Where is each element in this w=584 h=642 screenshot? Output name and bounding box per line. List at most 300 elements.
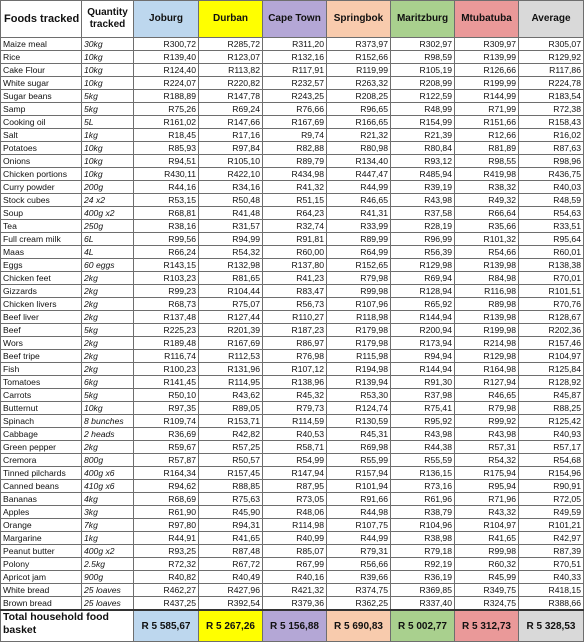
price-cell: R104,97 [455, 519, 519, 532]
food-name-cell: Apples [1, 506, 82, 519]
price-cell: R199,99 [455, 77, 519, 90]
price-cell: R71,96 [455, 493, 519, 506]
price-cell: R144,99 [455, 90, 519, 103]
table-row [1, 506, 584, 519]
price-cell: R139,99 [455, 51, 519, 64]
quantity-cell: 1kg [82, 532, 134, 545]
food-name-cell: Green pepper [1, 441, 82, 454]
table-row [1, 532, 584, 545]
food-name-cell: Onions [1, 155, 82, 168]
price-cell: R39,19 [391, 181, 455, 194]
food-name-cell: Rice [1, 51, 82, 64]
price-cell: R116,98 [455, 285, 519, 298]
price-cell: R45,90 [199, 506, 263, 519]
price-cell: R73,05 [263, 493, 327, 506]
price-cell: R58,71 [263, 441, 327, 454]
price-cell: R183,54 [519, 90, 584, 103]
price-cell: R434,98 [263, 168, 327, 181]
table-row [1, 246, 584, 259]
table-row [1, 220, 584, 233]
food-name-cell: Margarine [1, 532, 82, 545]
price-cell: R101,32 [455, 233, 519, 246]
price-cell: R87,48 [199, 545, 263, 558]
price-cell: R179,98 [327, 337, 391, 350]
price-cell: R9,74 [263, 129, 327, 142]
price-cell: R136,15 [391, 467, 455, 480]
price-cell: R43,98 [391, 194, 455, 207]
price-cell: R137,48 [134, 311, 199, 324]
price-cell: R208,25 [327, 90, 391, 103]
price-cell: R43,98 [455, 428, 519, 441]
price-cell: R35,66 [455, 220, 519, 233]
table-body [1, 38, 584, 611]
price-cell: R123,07 [199, 51, 263, 64]
price-cell: R115,98 [327, 350, 391, 363]
table-row [1, 285, 584, 298]
price-cell: R71,99 [455, 103, 519, 116]
price-cell: R134,40 [327, 155, 391, 168]
price-cell: R33,99 [327, 220, 391, 233]
price-cell: R81,65 [199, 272, 263, 285]
price-cell: R87,95 [263, 480, 327, 493]
price-cell: R263,32 [327, 77, 391, 90]
price-cell: R40,82 [134, 571, 199, 584]
price-cell: R68,69 [134, 493, 199, 506]
price-cell: R44,99 [327, 181, 391, 194]
quantity-cell: 2kg [82, 363, 134, 376]
price-cell: R419,98 [455, 168, 519, 181]
price-cell: R59,67 [134, 441, 199, 454]
price-cell: R61,90 [134, 506, 199, 519]
price-cell: R373,97 [327, 38, 391, 51]
price-cell: R117,91 [263, 64, 327, 77]
price-cell: R152,65 [327, 259, 391, 272]
price-cell: R114,59 [263, 415, 327, 428]
price-cell: R72,38 [519, 103, 584, 116]
price-cell: R65,92 [391, 298, 455, 311]
price-cell: R72,05 [519, 493, 584, 506]
price-cell: R122,59 [391, 90, 455, 103]
table-row [1, 402, 584, 415]
quantity-cell: 400g x2 [82, 545, 134, 558]
price-cell: R93,25 [134, 545, 199, 558]
table-row [1, 142, 584, 155]
food-name-cell: Polony [1, 558, 82, 571]
price-cell: R55,59 [391, 454, 455, 467]
price-cell: R12,66 [455, 129, 519, 142]
price-cell: R39,66 [327, 571, 391, 584]
price-cell: R300,72 [134, 38, 199, 51]
price-cell: R41,32 [263, 181, 327, 194]
price-cell: R166,65 [327, 116, 391, 129]
quantity-cell: 5kg [82, 324, 134, 337]
price-cell: R40,93 [519, 428, 584, 441]
price-cell: R485,94 [391, 168, 455, 181]
price-cell: R147,66 [199, 116, 263, 129]
price-cell: R42,97 [519, 532, 584, 545]
price-cell: R104,96 [391, 519, 455, 532]
price-cell: R189,48 [134, 337, 199, 350]
price-cell: R69,94 [391, 272, 455, 285]
table-row [1, 350, 584, 363]
table-row [1, 480, 584, 493]
quantity-cell: 10kg [82, 77, 134, 90]
price-cell: R21,39 [391, 129, 455, 142]
price-cell: R127,44 [199, 311, 263, 324]
price-cell: R54,68 [519, 454, 584, 467]
header-city-maritzburg: Maritzburg [391, 1, 455, 38]
price-cell: R66,64 [455, 207, 519, 220]
price-cell: R154,99 [391, 116, 455, 129]
price-cell: R112,53 [199, 350, 263, 363]
price-cell: R132,16 [263, 51, 327, 64]
price-cell: R79,31 [327, 545, 391, 558]
food-name-cell: Maize meal [1, 38, 82, 51]
price-cell: R127,94 [455, 376, 519, 389]
price-cell: R153,71 [199, 415, 263, 428]
header-city-durban: Durban [199, 1, 263, 38]
food-name-cell: Apricot jam [1, 571, 82, 584]
price-cell: R55,99 [327, 454, 391, 467]
price-cell: R94,51 [134, 155, 199, 168]
price-cell: R98,96 [519, 155, 584, 168]
table-row [1, 519, 584, 532]
total-value-springbok: R 5 690,83 [327, 610, 391, 642]
price-cell: R79,73 [263, 402, 327, 415]
price-cell: R369,85 [391, 584, 455, 597]
quantity-cell: 60 eggs [82, 259, 134, 272]
price-cell: R56,66 [327, 558, 391, 571]
price-cell: R95,64 [519, 233, 584, 246]
price-cell: R31,57 [199, 220, 263, 233]
price-cell: R43,32 [455, 506, 519, 519]
price-cell: R56,39 [391, 246, 455, 259]
price-cell: R139,98 [455, 311, 519, 324]
price-cell: R50,10 [134, 389, 199, 402]
price-cell: R132,98 [199, 259, 263, 272]
price-cell: R73,16 [391, 480, 455, 493]
price-cell: R157,45 [199, 467, 263, 480]
total-value-joburg: R 5 585,67 [134, 610, 199, 642]
price-cell: R436,75 [519, 168, 584, 181]
price-cell: R91,66 [327, 493, 391, 506]
table-row [1, 415, 584, 428]
food-name-cell: Butternut [1, 402, 82, 415]
price-cell: R110,27 [263, 311, 327, 324]
price-cell: R69,98 [327, 441, 391, 454]
price-cell: R36,69 [134, 428, 199, 441]
price-cell: R129,92 [519, 51, 584, 64]
price-cell: R43,62 [199, 389, 263, 402]
quantity-cell: 10kg [82, 142, 134, 155]
food-name-cell: Peanut butter [1, 545, 82, 558]
price-cell: R16,02 [519, 129, 584, 142]
price-cell: R40,16 [263, 571, 327, 584]
price-cell: R128,67 [519, 311, 584, 324]
price-cell: R80,84 [391, 142, 455, 155]
price-cell: R76,66 [263, 103, 327, 116]
price-cell: R138,96 [263, 376, 327, 389]
price-cell: R462,27 [134, 584, 199, 597]
price-cell: R164,34 [134, 467, 199, 480]
price-cell: R309,97 [455, 38, 519, 51]
food-name-cell: Tinned pilchards [1, 467, 82, 480]
price-cell: R100,23 [134, 363, 199, 376]
price-cell: R392,54 [199, 597, 263, 611]
price-cell: R157,94 [327, 467, 391, 480]
price-cell: R54,63 [519, 207, 584, 220]
price-cell: R337,40 [391, 597, 455, 611]
price-cell: R113,82 [199, 64, 263, 77]
price-cell: R105,19 [391, 64, 455, 77]
price-cell: R88,85 [199, 480, 263, 493]
price-cell: R40,99 [263, 532, 327, 545]
price-cell: R117,86 [519, 64, 584, 77]
price-cell: R125,42 [519, 415, 584, 428]
food-name-cell: Soup [1, 207, 82, 220]
price-cell: R51,15 [263, 194, 327, 207]
price-cell: R421,32 [263, 584, 327, 597]
price-cell: R220,82 [199, 77, 263, 90]
price-cell: R97,84 [199, 142, 263, 155]
price-cell: R67,99 [263, 558, 327, 571]
price-cell: R311,20 [263, 38, 327, 51]
price-cell: R21,32 [327, 129, 391, 142]
price-cell: R199,98 [455, 324, 519, 337]
table-row [1, 64, 584, 77]
price-cell: R447,47 [327, 168, 391, 181]
table-row [1, 194, 584, 207]
price-cell: R99,23 [134, 285, 199, 298]
quantity-cell: 10kg [82, 51, 134, 64]
price-cell: R104,97 [519, 350, 584, 363]
quantity-cell: 400g x6 [82, 467, 134, 480]
price-cell: R302,97 [391, 38, 455, 51]
table-row [1, 389, 584, 402]
price-cell: R43,98 [391, 428, 455, 441]
price-cell: R161,02 [134, 116, 199, 129]
food-name-cell: Spinach [1, 415, 82, 428]
price-cell: R95,92 [391, 415, 455, 428]
price-cell: R60,01 [519, 246, 584, 259]
price-cell: R44,91 [134, 532, 199, 545]
price-cell: R79,18 [391, 545, 455, 558]
quantity-cell: 5kg [82, 389, 134, 402]
food-name-cell: Tea [1, 220, 82, 233]
food-name-cell: Canned beans [1, 480, 82, 493]
price-cell: R103,23 [134, 272, 199, 285]
price-cell: R44,98 [327, 506, 391, 519]
price-cell: R40,49 [199, 571, 263, 584]
quantity-cell: 6kg [82, 376, 134, 389]
table-row [1, 428, 584, 441]
price-cell: R139,98 [455, 259, 519, 272]
price-cell: R107,12 [263, 363, 327, 376]
table-row [1, 558, 584, 571]
quantity-cell: 7kg [82, 519, 134, 532]
food-name-cell: Gizzards [1, 285, 82, 298]
price-cell: R32,74 [263, 220, 327, 233]
price-cell: R48,06 [263, 506, 327, 519]
price-cell: R18,45 [134, 129, 199, 142]
quantity-cell: 200g [82, 181, 134, 194]
price-cell: R42,82 [199, 428, 263, 441]
price-cell: R60,00 [263, 246, 327, 259]
price-cell: R225,23 [134, 324, 199, 337]
price-cell: R147,94 [263, 467, 327, 480]
price-cell: R437,25 [134, 597, 199, 611]
price-cell: R91,81 [263, 233, 327, 246]
food-name-cell: Carrots [1, 389, 82, 402]
price-cell: R68,73 [134, 298, 199, 311]
price-cell: R214,98 [455, 337, 519, 350]
table-row [1, 311, 584, 324]
table-row [1, 441, 584, 454]
price-cell: R125,84 [519, 363, 584, 376]
price-cell: R175,94 [455, 467, 519, 480]
price-cell: R104,44 [199, 285, 263, 298]
price-cell: R305,07 [519, 38, 584, 51]
price-cell: R56,73 [263, 298, 327, 311]
food-name-cell: Beef tripe [1, 350, 82, 363]
table-row [1, 116, 584, 129]
price-cell: R41,31 [327, 207, 391, 220]
table-row [1, 467, 584, 480]
price-cell: R54,66 [455, 246, 519, 259]
price-cell: R44,16 [134, 181, 199, 194]
price-cell: R64,99 [327, 246, 391, 259]
price-cell: R232,57 [263, 77, 327, 90]
quantity-cell: 25 loaves [82, 597, 134, 611]
price-cell: R75,41 [391, 402, 455, 415]
price-cell: R99,98 [455, 545, 519, 558]
price-cell: R49,59 [519, 506, 584, 519]
quantity-cell: 2kg [82, 298, 134, 311]
price-cell: R70,76 [519, 298, 584, 311]
table-row [1, 103, 584, 116]
price-cell: R201,39 [199, 324, 263, 337]
quantity-cell: 25 loaves [82, 584, 134, 597]
price-cell: R84,98 [455, 272, 519, 285]
price-cell: R85,93 [134, 142, 199, 155]
total-label: Total household food basket [1, 610, 134, 642]
food-name-cell: White bread [1, 584, 82, 597]
price-cell: R80,98 [327, 142, 391, 155]
price-cell: R54,32 [455, 454, 519, 467]
food-name-cell: Fish [1, 363, 82, 376]
table-row [1, 155, 584, 168]
price-cell: R90,91 [519, 480, 584, 493]
price-cell: R48,99 [391, 103, 455, 116]
price-cell: R50,48 [199, 194, 263, 207]
price-cell: R144,94 [391, 363, 455, 376]
price-cell: R38,16 [134, 220, 199, 233]
table-row [1, 259, 584, 272]
price-cell: R70,51 [519, 558, 584, 571]
price-cell: R208,99 [391, 77, 455, 90]
price-cell: R179,98 [327, 324, 391, 337]
quantity-cell: 24 x2 [82, 194, 134, 207]
header-city-mtubatuba: Mtubatuba [455, 1, 519, 38]
quantity-cell: 5kg [82, 103, 134, 116]
price-cell: R118,98 [327, 311, 391, 324]
price-cell: R99,98 [327, 285, 391, 298]
price-cell: R79,98 [327, 272, 391, 285]
quantity-cell: 5L [82, 116, 134, 129]
food-name-cell: Brown bread [1, 597, 82, 611]
price-cell: R17,16 [199, 129, 263, 142]
price-cell: R57,17 [519, 441, 584, 454]
quantity-cell: 30kg [82, 38, 134, 51]
table-row [1, 207, 584, 220]
table-row [1, 168, 584, 181]
price-cell: R114,95 [199, 376, 263, 389]
food-name-cell: Beef [1, 324, 82, 337]
price-cell: R34,16 [199, 181, 263, 194]
price-cell: R324,75 [455, 597, 519, 611]
price-cell: R164,98 [455, 363, 519, 376]
price-cell: R36,19 [391, 571, 455, 584]
quantity-cell: 2kg [82, 337, 134, 350]
food-name-cell: Chicken livers [1, 298, 82, 311]
price-cell: R79,98 [455, 402, 519, 415]
price-cell: R141,45 [134, 376, 199, 389]
quantity-cell: 4L [82, 246, 134, 259]
price-cell: R68,81 [134, 207, 199, 220]
price-cell: R67,72 [199, 558, 263, 571]
price-cell: R75,07 [199, 298, 263, 311]
price-cell: R109,74 [134, 415, 199, 428]
table-row [1, 51, 584, 64]
header-city-joburg: Joburg [134, 1, 199, 38]
price-cell: R64,23 [263, 207, 327, 220]
price-cell: R138,38 [519, 259, 584, 272]
price-cell: R224,78 [519, 77, 584, 90]
food-name-cell: Orange [1, 519, 82, 532]
table-row [1, 298, 584, 311]
price-cell: R41,23 [263, 272, 327, 285]
price-cell: R87,39 [519, 545, 584, 558]
price-cell: R427,96 [199, 584, 263, 597]
table-row [1, 129, 584, 142]
price-cell: R119,99 [327, 64, 391, 77]
header-average: Average [519, 1, 584, 38]
price-cell: R75,63 [199, 493, 263, 506]
table-row [1, 597, 584, 611]
price-cell: R70,01 [519, 272, 584, 285]
price-cell: R93,12 [391, 155, 455, 168]
food-name-cell: Stock cubes [1, 194, 82, 207]
table-row [1, 77, 584, 90]
quantity-cell: 10kg [82, 168, 134, 181]
food-name-cell: Samp [1, 103, 82, 116]
price-cell: R88,25 [519, 402, 584, 415]
table-row [1, 584, 584, 597]
price-cell: R45,32 [263, 389, 327, 402]
price-cell: R430,11 [134, 168, 199, 181]
price-cell: R154,96 [519, 467, 584, 480]
price-cell: R49,32 [455, 194, 519, 207]
price-cell: R61,96 [391, 493, 455, 506]
food-name-cell: Cremora [1, 454, 82, 467]
price-cell: R41,48 [199, 207, 263, 220]
price-cell: R44,38 [391, 441, 455, 454]
food-name-cell: Wors [1, 337, 82, 350]
quantity-cell: 2kg [82, 311, 134, 324]
price-cell: R97,35 [134, 402, 199, 415]
price-cell: R124,74 [327, 402, 391, 415]
price-cell: R101,94 [327, 480, 391, 493]
